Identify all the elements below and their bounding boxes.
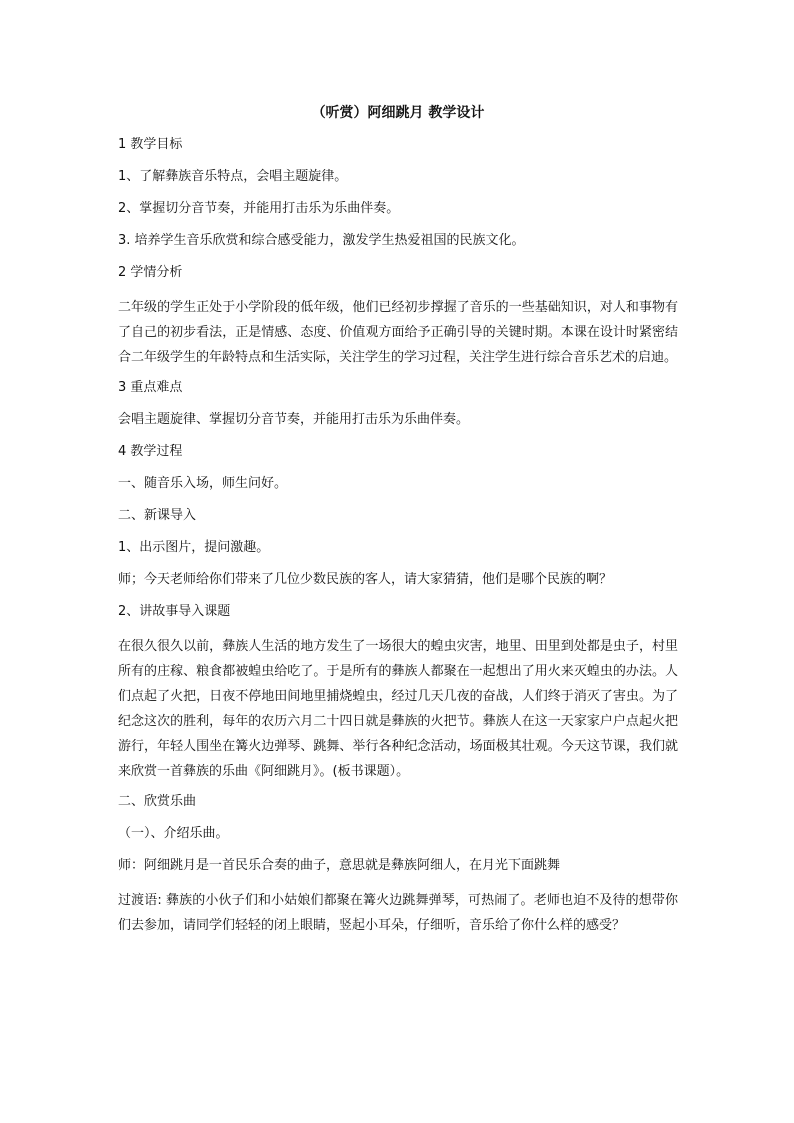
section-heading-teaching-process: 4 教学过程 [118, 444, 183, 459]
section-heading-objectives: 1 教学目标 [118, 137, 183, 152]
objective-2: 2、掌握切分音节奏，并能用打击乐为乐曲伴奏。 [118, 201, 400, 216]
process-substep-show-pictures: 1、出示图片，提问激趣。 [118, 540, 270, 555]
process-step-appreciate: 二、欣赏乐曲 [118, 794, 197, 809]
teacher-introduction: 师：阿细跳月是一首民乐合奏的曲子，意思就是彝族阿细人，在月光下面跳舞 [118, 858, 561, 873]
document-body [118, 103, 678, 946]
process-step-2: 二、新课导入 [118, 508, 197, 523]
section-heading-student-analysis: 2 学情分析 [118, 265, 183, 280]
key-points-text: 会唱主题旋律、掌握切分音节奏，并能用打击乐为乐曲伴奏。 [118, 412, 470, 427]
section-heading-key-points: 3 重点难点 [118, 380, 183, 395]
transition-paragraph: 过渡语: 彝族的小伙子们和小姑娘们都聚在篝火边跳舞弹琴，可热闹了。老师也迫不及待的想带你们去参加，请同学们轻轻的闭上眼睛，竖起小耳朵，仔细听，音乐给了你什么样的感受？ [118, 893, 678, 933]
process-substep-story: 2、讲故事导入课题 [118, 604, 231, 619]
objective-3: 3. 培养学生音乐欣赏和综合感受能力，激发学生热爱祖国的民族文化。 [118, 233, 525, 248]
process-substep-introduce: （一）、介绍乐曲。 [118, 826, 229, 841]
story-paragraph: 在很久很久以前，彝族人生活的地方发生了一场很大的蝗虫灾害，地里、田里到处都是虫子，村里所有的庄稼、粮食都被蝗虫给吃了。于是所有的彝族人都聚在一起想出了用火来灭蝗虫的办法。人们点起了火把，日夜不停地田间地里捕烧蝗虫，经过几天几夜的奋战，人们终于消灭了害虫。为了纪念这次的胜利，每年的农历六月二十四日就是彝族的火把节。彝族人在这一天家家户户点起火把游行，年轻人围坐在篝火边弹琴、跳舞、举行各种纪念活动，场面极其壮观。今天这节课，我们就来欣赏一首彝族的乐曲《阿细跳月》。(板书课题）。 [118, 639, 678, 779]
document-title: （听赏）阿细跳月 教学设计 [311, 105, 485, 121]
process-step-1: 一、随音乐入场，师生问好。 [118, 476, 288, 491]
teacher-question: 师；今天老师给你们带来了几位少数民族的客人，请大家猜猜，他们是哪个民族的啊？ [118, 572, 613, 587]
student-analysis-paragraph: 二年级的学生正处于小学阶段的低年级，他们已经初步撑握了音乐的一些基础知识，对人和事物有了自己的初步看法，正是情感、态度、价值观方面给予正确引导的关键时期。本课在设计时紧密结合二年级学生的年龄特点和生活实际，关注学生的学习过程，关注学生进行综合音乐艺术的启迪。 [118, 300, 678, 365]
objective-1: 1、了解彝族音乐特点，会唱主题旋律。 [118, 169, 348, 184]
